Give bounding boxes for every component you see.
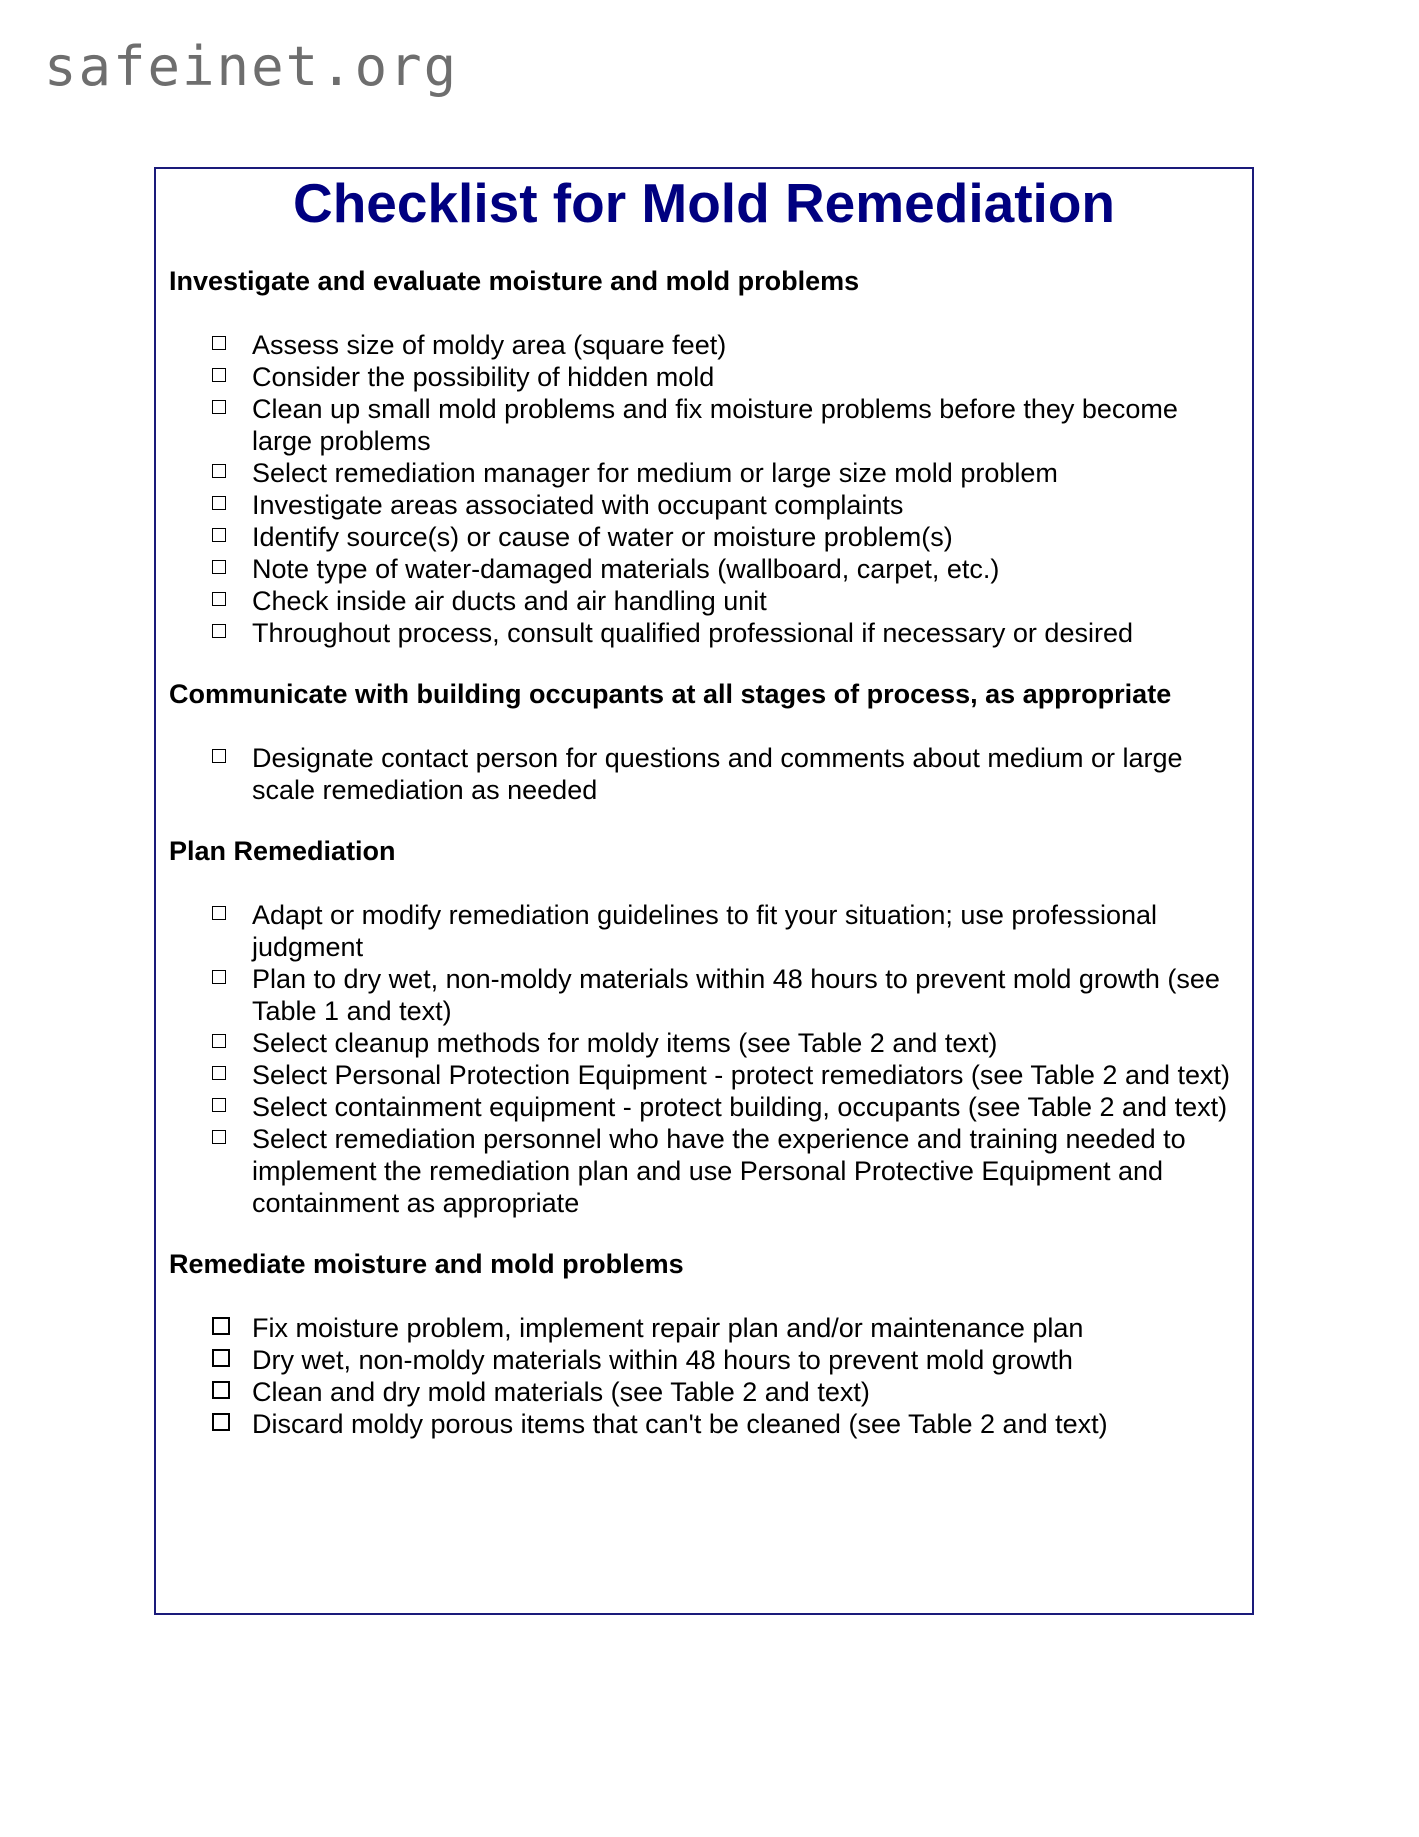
checklist-item-text: Throughout process, consult qualified professional if necessary or desired [252,618,1133,648]
checklist-item-text: Select remediation manager for medium or large size mold problem [252,458,1058,488]
checklist-item [169,329,1232,361]
site-watermark: safeinet.org [44,35,459,98]
checkbox[interactable] [212,1381,230,1399]
checklist-item [169,1376,1232,1408]
checkbox[interactable] [212,1349,230,1367]
section-heading: Investigate and evaluate moisture and mold problems [169,266,860,296]
checklist-item [169,899,1232,963]
checklist-item [169,361,1232,393]
checklist-item [169,521,1232,553]
checklist-item-text: Check inside air ducts and air handling unit [252,586,767,616]
checklist-item [169,553,1232,585]
checkbox[interactable] [212,1413,230,1431]
checklist-item-text: Plan to dry wet, non-moldy materials within 48 hours to prevent mold growth (see Table 1 and text) [252,964,1220,1026]
checklist-item-text: Note type of water-damaged materials (wallboard, carpet, etc.) [252,554,1000,584]
checklist-item [169,1059,1232,1091]
section-communicate [169,678,1232,806]
checklist-item [169,963,1232,1027]
checkbox[interactable] [212,970,226,984]
checklist-item [169,742,1232,806]
checkbox[interactable] [212,592,226,606]
checkbox[interactable] [212,464,226,478]
checklist [169,899,1232,1219]
checklist-item-text: Identify source(s) or cause of water or moisture problem(s) [252,522,953,552]
checkbox[interactable] [212,400,226,414]
checklist-item [169,1027,1232,1059]
checklist [169,329,1232,649]
checklist-item [169,1344,1232,1376]
checkbox[interactable] [212,368,226,382]
checklist-item-text: Select Personal Protection Equipment - protect remediators (see Table 2 and text) [252,1060,1231,1090]
checklist-item [169,393,1232,457]
checkbox[interactable] [212,496,226,510]
checklist-item-text: Discard moldy porous items that can't be cleaned (see Table 2 and text) [252,1409,1108,1439]
document-title: Checklist for Mold Remediation [292,172,1116,234]
checkbox[interactable] [212,528,226,542]
checklist-item [169,617,1232,649]
checklist-item-text: Consider the possibility of hidden mold [252,362,715,392]
checkbox[interactable] [212,336,226,350]
checkbox[interactable] [212,749,226,763]
checkbox[interactable] [212,1130,226,1144]
checklist [169,742,1232,806]
checklist-item-text: Clean up small mold problems and fix moisture problems before they become large problems [252,394,1178,456]
checklist-item-text: Dry wet, non-moldy materials within 48 hours to prevent mold growth [252,1345,1073,1375]
checklist-item-text: Select containment equipment - protect building, occupants (see Table 2 and text) [252,1092,1228,1122]
checklist-item-text: Assess size of moldy area (square feet) [252,330,727,360]
checkbox[interactable] [212,1317,230,1335]
checklist [169,1312,1232,1440]
section-heading: Communicate with building occupants at all stages of process, as appropriate [169,679,1172,709]
section-remediate [169,1248,1232,1440]
checklist-item-text: Adapt or modify remediation guidelines to fit your situation; use professional judgment [252,900,1158,962]
checkbox[interactable] [212,1034,226,1048]
checklist-item [169,1091,1232,1123]
section-investigate [169,265,1232,649]
checklist-item-text: Clean and dry mold materials (see Table 2 and text) [252,1377,870,1407]
checklist-item [169,489,1232,521]
checklist-item-text: Fix moisture problem, implement repair plan and/or maintenance plan [252,1313,1084,1343]
checkbox[interactable] [212,1066,226,1080]
checkbox[interactable] [212,624,226,638]
checklist-item [169,1408,1232,1440]
checklist-item-text: Select cleanup methods for moldy items (see Table 2 and text) [252,1028,998,1058]
checklist-document [154,167,1254,1615]
checklist-item-text: Designate contact person for questions and comments about medium or large scale remediation as needed [252,743,1183,805]
section-heading: Remediate moisture and mold problems [169,1249,684,1279]
checklist-item-text: Investigate areas associated with occupant complaints [252,490,904,520]
checklist-item [169,585,1232,617]
checklist-item [169,457,1232,489]
section-plan [169,835,1232,1219]
checklist-item [169,1312,1232,1344]
section-heading: Plan Remediation [169,836,396,866]
checklist-item [169,1123,1232,1219]
checkbox[interactable] [212,560,226,574]
checkbox[interactable] [212,1098,226,1112]
checkbox[interactable] [212,906,226,920]
checklist-item-text: Select remediation personnel who have the experience and training needed to implement the remediation plan and use Personal Protective Equipment and containment as appropriate [252,1124,1186,1218]
